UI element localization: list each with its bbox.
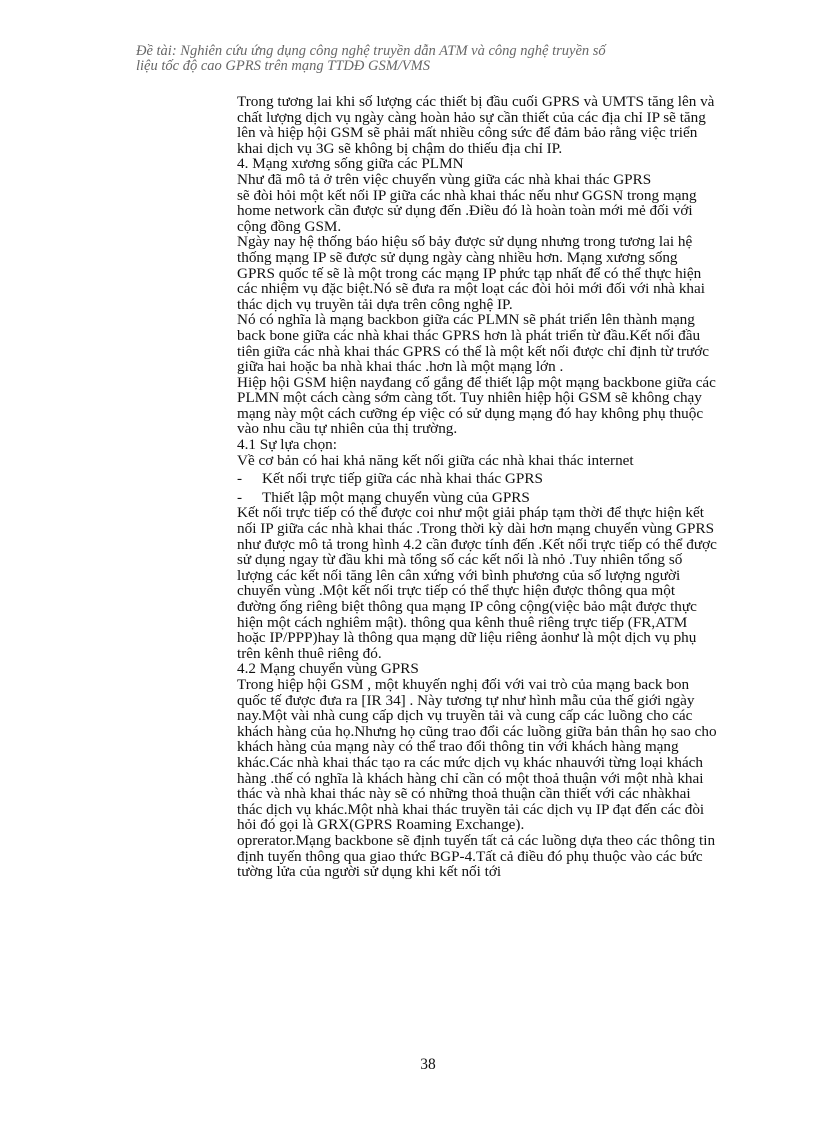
paragraph: sẽ đòi hỏi một kết nối IP giữa các nhà khai thác nếu như GGSN trong mạng home network cần được sử dụng đến .Điều đó là hoàn toàn mới mẻ đối với cộng đồng GSM. bbox=[237, 186, 697, 235]
header-line-2: liệu tốc độ cao GPRS trên mạng TTDĐ GSM/VMS bbox=[136, 58, 430, 74]
paragraph: Trong hiệp hội GSM , một khuyến nghị đối với vai trò của mạng back bon quốc tế được đưa ra [IR 34] . Này tương tự như hình mẫu của thế giới ngày nay.Một vài nhà cung cấp dịch vụ truyền tải và cung cấp các luồng cho các khách hàng của họ.Nhưng họ cũng trao đổi các luồng giữa bản thân họ sao cho khách hàng của mạng này có thể trao đổi thông tin với khách hàng mạng khác.Các nhà khai thác tạo ra các mức dịch vụ khác nhauvới từng loại khách hàng .thế có nghĩa là khách hàng chỉ cần có một thoả thuận với một nhà khai thác và nhà khai thác này sẽ có những thoả thuận cần thiết với các nhàkhai thác dịch vụ khác.Một nhà khai thác truyền tải các dịch vụ IP đạt đến các đòi hỏi đó gọi là GRX(GPRS Roaming Exchange). bbox=[237, 675, 717, 834]
paragraph: Nó có nghĩa là mạng backbon giữa các PLMN sẽ phát triển lên thành mạng back bone giữa các nhà khai thác GPRS hơn là phát triển từ đầu.Kết nối đầu tiên giữa các nhà khai thác GPRS có thể là một kết nối được chỉ định từ trước giữa hai hoặc ba nhà khai thác .hơn là một mạng lớn . bbox=[237, 311, 710, 376]
section-heading: 4. Mạng xương sống giữa các PLMN bbox=[237, 155, 464, 173]
paragraph: Hiệp hội GSM hiện nayđang cố gắng để thiết lập một mạng backbone giữa các PLMN một cách càng sớm càng tốt. Tuy nhiên hiệp hội GSM sẽ không chạy mạng này một cách cưỡng ép việc có sử dụng mạng đó hay không phụ thuộc vào nhu cầu tự nhiên của thị trường. bbox=[237, 373, 716, 438]
paragraph: Ngày nay hệ thống báo hiệu số bảy được sử dụng nhưng trong tương lai hệ thống mạng IP sẽ được sử dụng ngày càng nhiều hơn. Mạng xương sống GPRS quốc tế sẽ là một trong các mạng IP phức tạp nhất để có thể thực hiện các nhiệm vụ đặc biệt.Nó sẽ đưa ra một loạt các đòi hỏi mới đối với nhà khai thác dịch vụ truyền tải dựa trên công nghệ IP. bbox=[237, 233, 705, 313]
bullet-text: Kết nối trực tiếp giữa các nhà khai thác GPRS bbox=[262, 470, 543, 488]
bullet-dash: - bbox=[237, 488, 243, 506]
bullet-dash: - bbox=[237, 470, 243, 488]
running-header bbox=[136, 44, 736, 74]
subsection-heading: 4.1 Sự lựa chọn: bbox=[237, 436, 337, 454]
bullet-item bbox=[237, 487, 717, 506]
bullet-item bbox=[237, 468, 717, 487]
body-text bbox=[237, 94, 717, 880]
paragraph: Kết nối trực tiếp có thể được coi như một giải pháp tạm thời để thực hiện kết nối IP giữa các nhà khai thác .Trong thời kỳ dài hơn mạng chuyển vùng GPRS như được mô tả trong hình 4.2 cần được tính đến .Kết nối trực tiếp có thể được sử dụng ngay từ đầu khi mà tổng số các kết nối là nhỏ .Tuy nhiên tổng số lượng các kết nối tăng lên cân xứng với bình phương của số lượng người chuyển vùng .Một kết nối trực tiếp có thể thực hiện được thông qua một đường ống riêng biệt thông qua mạng IP công cộng(việc bảo mật được thực hiện một cách nghiêm mật). thông qua kênh thuê riêng trực tiếp (FR,ATM hoặc IP/PPP)hay là thông qua mạng dữ liệu riêng ảonhư là một dịch vụ phụ trên kênh thuê riêng đó. bbox=[237, 504, 717, 662]
header-line-1: Đề tài: Nghiên cứu ứng dụng công nghệ truyền dẫn ATM và công nghệ truyền số bbox=[136, 43, 606, 59]
paragraph: Về cơ bản có hai khả năng kết nối giữa các nhà khai thác internet bbox=[237, 451, 634, 469]
subsection-heading: 4.2 Mạng chuyển vùng GPRS bbox=[237, 660, 419, 678]
paragraph: Trong tương lai khi số lượng các thiết bị đầu cuối GPRS và UMTS tăng lên và chất lượng dịch vụ ngày càng hoàn hảo sự cần thiết của các địa chỉ IP sẽ tăng lên và hiệp hội GSM sẽ phải mất nhiều công sức để đảm bảo rằng việc triển khai dịch vụ 3G sẽ không bị chậm do thiếu địa chỉ IP. bbox=[237, 93, 715, 157]
bullet-text: Thiết lập một mạng chuyển vùng của GPRS bbox=[262, 488, 530, 506]
page-number: 38 bbox=[420, 1056, 436, 1073]
paragraph: oprerator.Mạng backbone sẽ định tuyến tất cả các luồng dựa theo các thông tin định tuyến thông qua giao thức BGP-4.Tất cả điều đó phụ thuộc vào các bức tường lửa của người sử dụng khi kết nối tới bbox=[237, 831, 716, 881]
paragraph: Như đã mô tả ở trên việc chuyển vùng giữa các nhà khai thác GPRS bbox=[237, 170, 652, 188]
